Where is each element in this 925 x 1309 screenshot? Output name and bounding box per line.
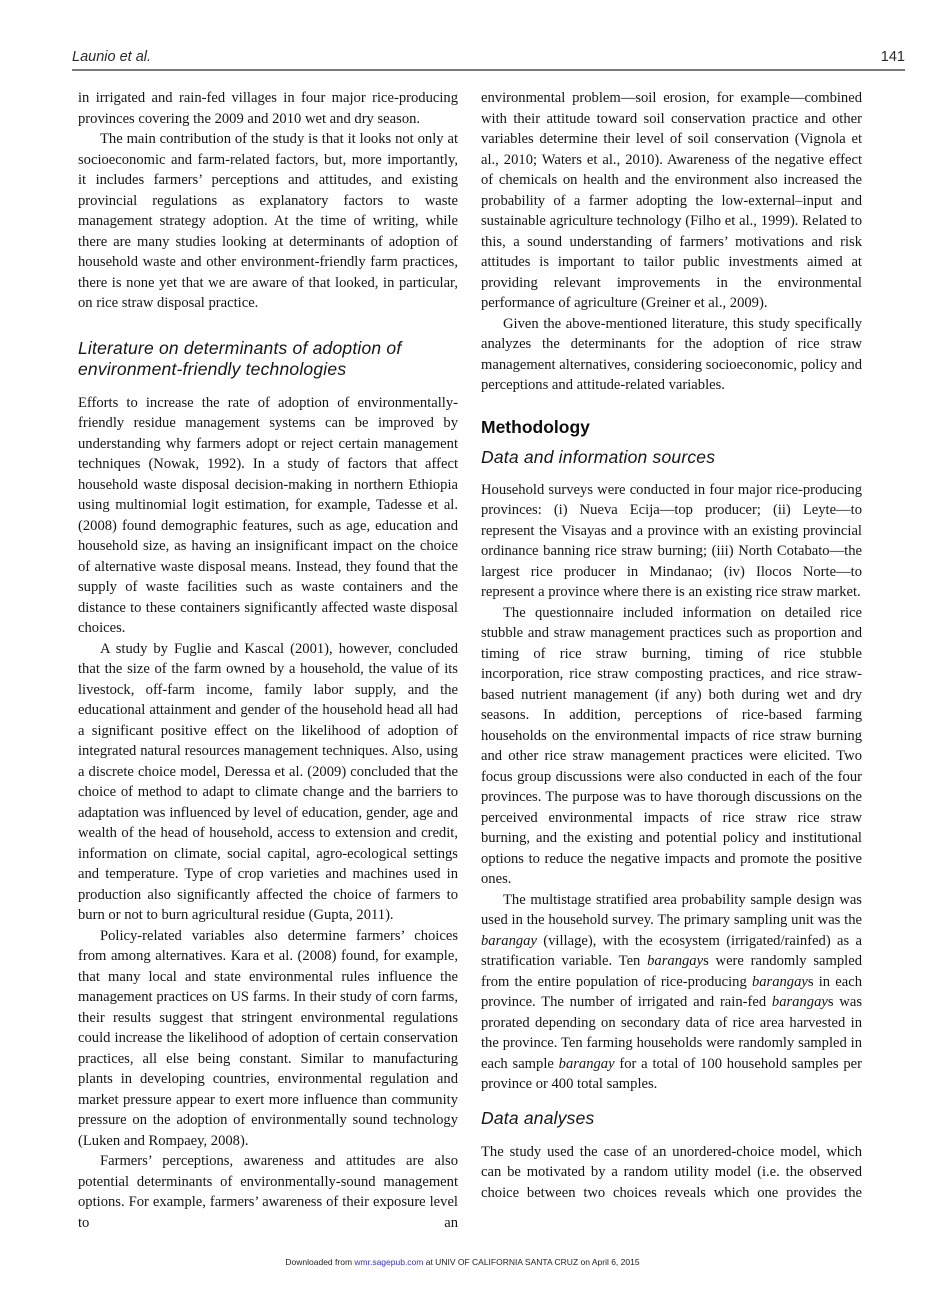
section-heading-literature: Literature on determinants of adoption of environment-friendly technologies — [78, 337, 402, 379]
right-column — [481, 88, 862, 1203]
page-number: 141 — [880, 49, 905, 65]
left-body-paragraphs — [78, 393, 458, 1234]
section-heading-methodology: Methodology — [481, 416, 590, 437]
paragraph: The multistage stratified area probability sample design was used in the household survey. The primary sampling unit was the barangay (village), with the ecosystem (irrigated/rainfed) as a stratification variable. Ten barangays were randomly sampled from the entire population of rice-producing barangays in each province. The number of irrigated and rain-fed barangays was prorated depending on secondary data of rice area harvested in the province. Ten farming households were randomly sampled in each sample barangay for a total of 100 household samples per province or 400 total samples. — [481, 891, 862, 1092]
paragraph: in irrigated and rain-fed villages in four major rice-producing provinces covering the 2009 and 2010 wet and dry season. — [78, 90, 458, 127]
paragraph: Farmers’ perceptions, awareness and attitudes are also potential determinants of environmentally-sound management options. For example, farmers’ awareness of their exposure level to an — [78, 1153, 458, 1231]
header-rule — [72, 69, 905, 71]
paragraph: Given the above-mentioned literature, this study specifically analyzes the determinants for the adoption of rice straw management alternatives, considering socioeconomic, policy and perceptions and attitude-related variables. — [481, 315, 862, 393]
data-sources-paragraphs — [481, 480, 862, 1095]
subsection-heading-data-sources: Data and information sources — [481, 446, 716, 467]
paragraph: Policy-related variables also determine farmers’ choices from among alternatives. Kara et al. (2008) found, for example, that many local and state environmental rules influence the management practices on US farms. In their study of corn farms, their results suggest that stringent environmental regulations could increase the likelihood of adoption of certain conservation practices, all else being constant. Similar to manufacturing plants in developing countries, environmental regulation and market pressure appear to exert more influence than community pressure on the adoption of environmentally sound technology (Luken and Rompaey, 2008). — [78, 927, 458, 1149]
left-intro-paragraphs — [78, 88, 458, 314]
paragraph: Household surveys were conducted in four major rice-producing provinces: (i) Nueva Ecija—top producer; (ii) Leyte—to represent the Visayas and a province with an existing provincial ordinance banning rice straw burning; (iii) North Cotabato—the largest rice producer in Mindanao; (iv) Ilocos Norte—to represent a province where there is an existing rice straw market. — [481, 481, 862, 600]
download-notice-prefix: Downloaded from — [285, 1257, 355, 1267]
data-analyses-paragraphs — [481, 1142, 862, 1204]
paragraph: Efforts to increase the rate of adoption of environmentally-friendly residue management systems can be improved by understanding why farmers adopt or reject certain management techniques (Nowak, 1992). In a study of factors that affect household waste disposal decision-making in northern Ethiopia using multinomial logit estimation, for example, Tadesse et al. (2008) found demographic features, such as age, education and household size, as having an insignificant impact on the choice of alternative waste disposal means. Instead, they found that the supply of waste facilities such as waste containers and the distance to these containers significantly affected waste disposal choices. — [78, 394, 458, 636]
running-head: Launio et al. — [72, 49, 152, 65]
paragraph: The main contribution of the study is that it looks not only at socioeconomic and farm-related factors, but, more importantly, it includes farmers’ perceptions and attitudes, and existing provincial regulations as explanatory factors to waste management strategy adoption. At the time of writing, while there are many studies looking at determinants of adoption of household waste and other environment-friendly farm practices, there is none yet that we are aware of that looked, in particular, on rice straw disposal practice. — [78, 131, 458, 311]
sagepub-link[interactable]: wmr.sagepub.com — [354, 1257, 424, 1267]
paragraph: The questionnaire included information on detailed rice stubble and straw management practices such as proportion and timing of rice straw burning, timing of rice stubble incorporation, rice straw composting practices, and rice straw-based nutrient management (if any) both during wet and dry seasons. In addition, perceptions of rice-based farming households on the environmental impacts of rice straw burning and other rice straw management practices were elicited. Two focus group discussions were also conducted in each of the four provinces. The purpose was to have thorough discussions on the perceived environmental impacts of rice straw rice straw burning, and the existing and potential policy and institutional options to reduce the negative impacts and promote the positive ones. — [481, 604, 862, 887]
paragraph: The study used the case of an unordered-choice model, which can be motivated by a random utility model (i.e. the observed choice between two choices reveals which one provides the — [481, 1143, 862, 1201]
left-column — [78, 88, 458, 1233]
paragraph: environmental problem—soil erosion, for example—combined with their attitude toward soil conservation practice and other variables determine their level of soil conservation (Vignola et al., 2010; Waters et al., 2010). Awareness of the negative effect of chemicals on health and the environment also increased the probability of a farmer adopting the low-external–input and sustainable agriculture technology (Filho et al., 1999). Related to this, a sound understanding of farmers’ motivations and risk attitudes is important to tailor public investments aimed at providing relevant improvements in the environmental performance of agriculture (Greiner et al., 2009). — [481, 90, 862, 311]
download-notice — [0, 1257, 925, 1267]
right-continuation-paragraphs — [481, 88, 862, 396]
paragraph: A study by Fuglie and Kascal (2001), however, concluded that the size of the farm owned by a household, the value of its livestock, off-farm income, family labor supply, and the educational attainment and gender of the household head all had a significant positive effect on the likelihood of adoption of integrated natural resources management techniques. Also, using a discrete choice model, Deressa et al. (2009) concluded that the choice of method to adapt to climate change and the barriers to adaptation was influenced by level of education, gender, age and wealth of the head of household, access to extension and credit, information on climate, social capital, agro-ecological settings and temperature. Type of crop varieties and machines used in production also significantly affected the choice of farmers to burn or not to burn agricultural residue (Gupta, 2011). — [78, 640, 458, 923]
download-notice-suffix: at UNIV OF CALIFORNIA SANTA CRUZ on April 6, 2015 — [423, 1257, 640, 1267]
subsection-heading-data-analyses: Data analyses — [481, 1107, 595, 1128]
